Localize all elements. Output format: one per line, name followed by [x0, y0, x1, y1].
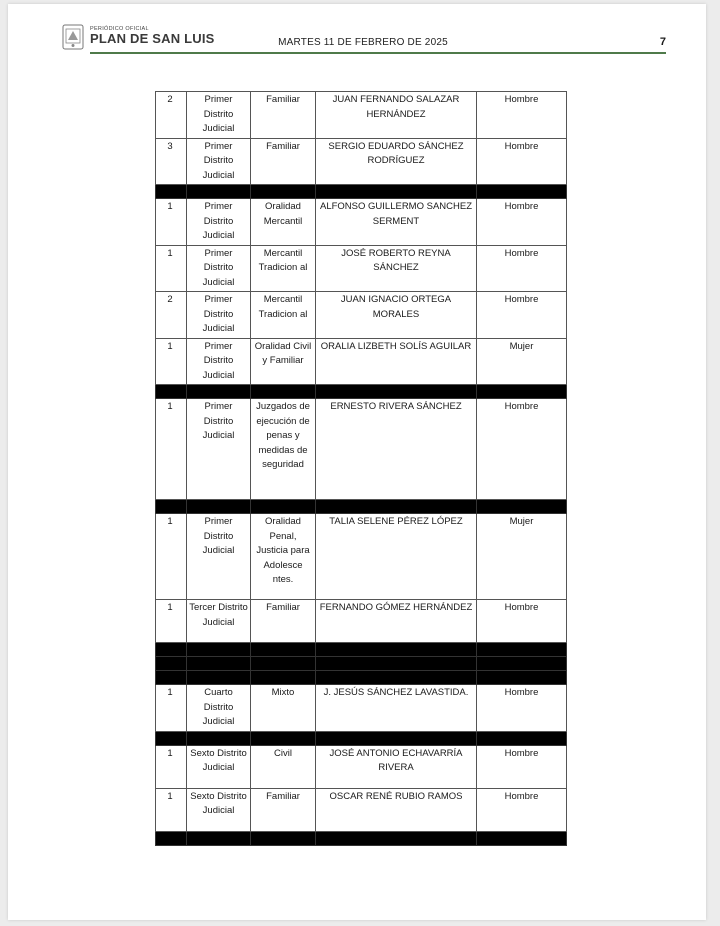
cell-materia: Familiar — [251, 600, 316, 643]
table-row — [156, 745, 567, 788]
cell-distrito: Sexto Distrito Judicial — [187, 788, 251, 831]
publisher-title: PLAN DE SAN LUIS — [90, 31, 215, 46]
cell-distrito: Primer Distrito Judicial — [187, 245, 251, 292]
table-row — [156, 199, 567, 246]
cell-nombre: SERGIO EDUARDO SÁNCHEZ RODRÍGUEZ — [316, 138, 477, 185]
cell-number: 2 — [156, 292, 187, 339]
separator-row — [156, 671, 567, 685]
cell-nombre: JOSÉ ANTONIO ECHAVARRÍA RIVERA — [316, 745, 477, 788]
cell-distrito: Primer Distrito Judicial — [187, 399, 251, 500]
cell-number: 1 — [156, 338, 187, 385]
cell-number: 1 — [156, 745, 187, 788]
cell-number: 1 — [156, 685, 187, 732]
table-row — [156, 92, 567, 139]
cell-genero: Hombre — [477, 199, 567, 246]
cell-materia: Oralidad Mercantil — [251, 199, 316, 246]
cell-materia: Civil — [251, 745, 316, 788]
page-number: 7 — [659, 36, 666, 48]
cell-number: 2 — [156, 92, 187, 139]
cell-materia: Juzgados de ejecución de penas y medidas de seguridad — [251, 399, 316, 500]
table-row — [156, 514, 567, 600]
cell-materia: Mercantil Tradicion al — [251, 245, 316, 292]
cell-number: 1 — [156, 399, 187, 500]
separator-row — [156, 643, 567, 657]
table-row — [156, 292, 567, 339]
cell-materia: Familiar — [251, 138, 316, 185]
table-row — [156, 338, 567, 385]
cell-number: 3 — [156, 138, 187, 185]
cell-genero: Hombre — [477, 600, 567, 643]
cell-genero: Hombre — [477, 138, 567, 185]
cell-distrito: Primer Distrito Judicial — [187, 92, 251, 139]
table-row — [156, 399, 567, 500]
cell-number: 1 — [156, 788, 187, 831]
cell-nombre: ERNESTO RIVERA SÁNCHEZ — [316, 399, 477, 500]
table-row — [156, 600, 567, 643]
cell-number: 1 — [156, 245, 187, 292]
cell-genero: Hombre — [477, 292, 567, 339]
cell-number: 1 — [156, 514, 187, 600]
cell-distrito: Sexto Distrito Judicial — [187, 745, 251, 788]
cell-materia: Familiar — [251, 92, 316, 139]
cell-genero: Mujer — [477, 514, 567, 600]
cell-nombre: TALIA SELENE PÉREZ LÓPEZ — [316, 514, 477, 600]
cell-genero: Hombre — [477, 245, 567, 292]
cell-materia: Oralidad Civil y Familiar — [251, 338, 316, 385]
separator-row — [156, 731, 567, 745]
cell-nombre: JUAN IGNACIO ORTEGA MORALES — [316, 292, 477, 339]
cell-number: 1 — [156, 600, 187, 643]
cell-materia: Oralidad Penal, Justicia para Adolesce ntes. — [251, 514, 316, 600]
separator-row — [156, 385, 567, 399]
table-row — [156, 788, 567, 831]
cell-number: 1 — [156, 199, 187, 246]
cell-genero: Hombre — [477, 399, 567, 500]
separator-row — [156, 657, 567, 671]
cell-distrito: Cuarto Distrito Judicial — [187, 685, 251, 732]
cell-nombre: JOSÉ ROBERTO REYNA SÁNCHEZ — [316, 245, 477, 292]
cell-materia: Mercantil Tradicion al — [251, 292, 316, 339]
cell-materia: Mixto — [251, 685, 316, 732]
table-row — [156, 245, 567, 292]
cell-distrito: Primer Distrito Judicial — [187, 338, 251, 385]
cell-nombre: ALFONSO GUILLERMO SANCHEZ SERMENT — [316, 199, 477, 246]
table-row — [156, 138, 567, 185]
separator-row — [156, 831, 567, 845]
cell-genero: Mujer — [477, 338, 567, 385]
table-row — [156, 685, 567, 732]
cell-genero: Hombre — [477, 745, 567, 788]
separator-row — [156, 185, 567, 199]
cell-materia: Familiar — [251, 788, 316, 831]
cell-nombre: ORALIA LIZBETH SOLÍS AGUILAR — [316, 338, 477, 385]
judges-table — [155, 91, 567, 846]
separator-row — [156, 500, 567, 514]
cell-distrito: Primer Distrito Judicial — [187, 292, 251, 339]
cell-distrito: Primer Distrito Judicial — [187, 138, 251, 185]
cell-genero: Hombre — [477, 92, 567, 139]
publication-date: MARTES 11 DE FEBRERO DE 2025 — [278, 37, 448, 48]
cell-nombre: JUAN FERNANDO SALAZAR HERNÁNDEZ — [316, 92, 477, 139]
cell-genero: Hombre — [477, 788, 567, 831]
cell-genero: Hombre — [477, 685, 567, 732]
page-header — [60, 24, 666, 54]
cell-nombre: J. JESÚS SÁNCHEZ LAVASTIDA. — [316, 685, 477, 732]
cell-nombre: OSCAR RENÉ RUBIO RAMOS — [316, 788, 477, 831]
publisher-small-label: PERIÓDICO OFICIAL — [90, 26, 149, 32]
cell-distrito: Primer Distrito Judicial — [187, 199, 251, 246]
cell-distrito: Tercer Distrito Judicial — [187, 600, 251, 643]
header-rule — [90, 52, 666, 54]
cell-nombre: FERNANDO GÓMEZ HERNÁNDEZ — [316, 600, 477, 643]
cell-distrito: Primer Distrito Judicial — [187, 514, 251, 600]
